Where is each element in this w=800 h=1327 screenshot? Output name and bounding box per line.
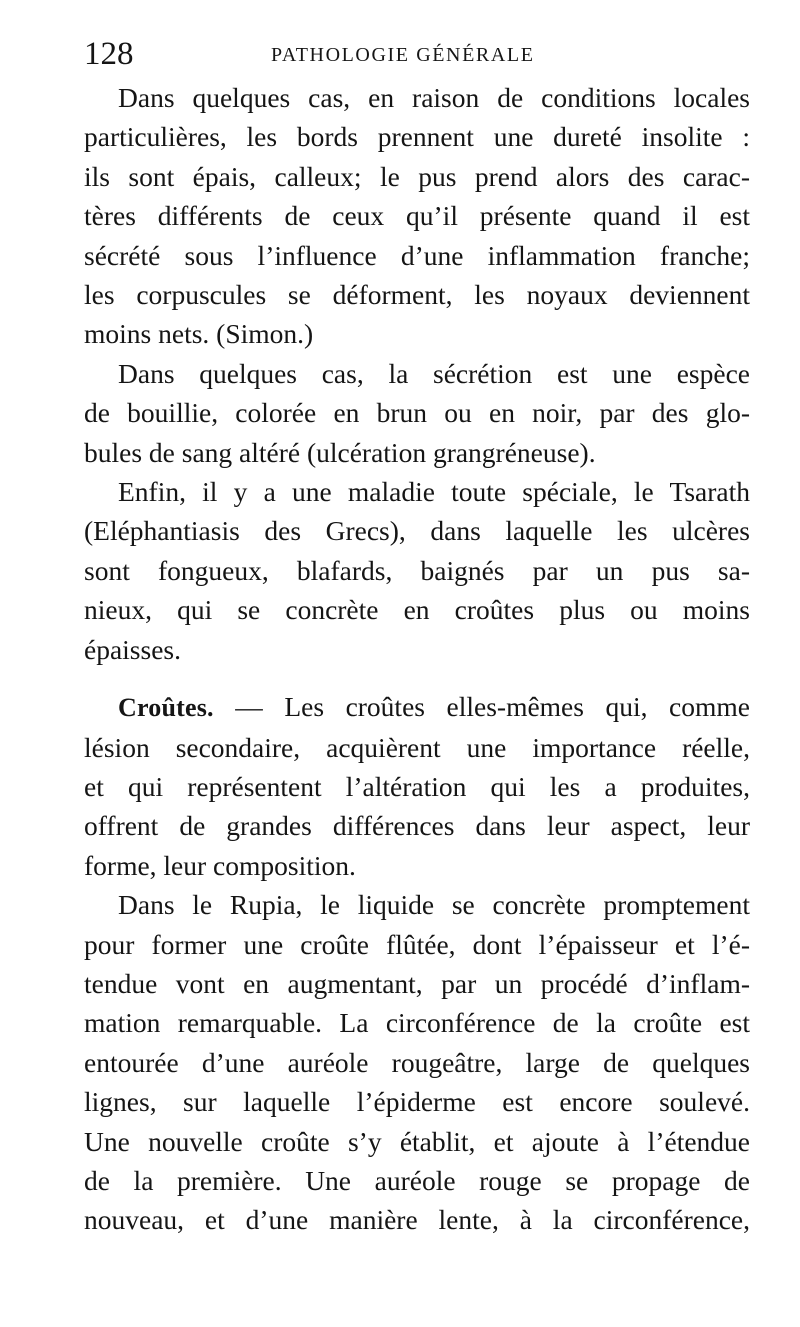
- text-line: Dans quelques cas, la sécrétion est une espèce: [118, 357, 750, 389]
- text-line: de la première. Une auréole rouge se propage de: [84, 1164, 750, 1196]
- paragraph: [84, 472, 750, 669]
- text-line: Une nouvelle croûte s’y établit, et ajoute à l’étendue: [84, 1125, 750, 1157]
- text-line: ils sont épais, calleux; le pus prend alors des carac-: [84, 160, 750, 192]
- text-line: les corpuscules se déforment, les noyaux deviennent: [84, 279, 750, 311]
- text-line: Enfin, il y a une maladie toute spéciale, le Tsarath: [118, 476, 750, 508]
- text-line: bules de sang altéré (ulcération grangréneuse).: [84, 436, 596, 468]
- text-line: nouveau, et d’une manière lente, à la circonférence,: [84, 1204, 750, 1236]
- text-line: épaisses.: [84, 633, 181, 665]
- text-line: pour former une croûte flûtée, dont l’épaisseur et l’é-: [84, 928, 750, 960]
- page-number: 128: [84, 36, 134, 72]
- text-line: sont fongueux, blafards, baignés par un pus sa-: [84, 554, 750, 586]
- text-line: particulières, les bords prennent une dureté insolite :: [84, 121, 750, 153]
- text-line: et qui représentent l’altération qui les a produites,: [84, 770, 750, 802]
- text-line: lésion secondaire, acquièrent une importance réelle,: [84, 731, 750, 763]
- text-line: (Eléphantiasis des Grecs), dans laquelle les ulcères: [84, 515, 750, 547]
- text-line: lignes, sur laquelle l’épiderme est encore soulevé.: [84, 1086, 750, 1118]
- text-line: tendue vont en augmentant, par un procédé d’inflam-: [84, 967, 750, 999]
- body-text: [84, 78, 750, 1240]
- paragraph: [84, 885, 750, 1240]
- text-line: forme, leur composition.: [84, 849, 356, 881]
- text-line: Dans quelques cas, en raison de conditions locales: [118, 82, 750, 113]
- section-spacer: [84, 669, 750, 687]
- text-line: mation remarquable. La circonférence de la croûte est: [84, 1007, 750, 1039]
- text-line: sécrété sous l’influence d’une inflammation franche;: [84, 239, 750, 271]
- text-line: entourée d’une auréole rougeâtre, large de quelques: [84, 1046, 750, 1078]
- section-croutes: [84, 687, 750, 885]
- text-line: tères différents de ceux qu’il présente quand il est: [84, 200, 750, 232]
- running-head: PATHOLOGIE GÉNÉRALE: [271, 44, 535, 66]
- section-first-line: — Les croûtes elles-mêmes qui, comme: [235, 691, 750, 723]
- text-line: Dans le Rupia, le liquide se concrète promptement: [118, 889, 750, 921]
- paragraph: [84, 78, 750, 354]
- text-line: nieux, qui se concrète en croûtes plus ou moins: [84, 594, 750, 626]
- text-line: offrent de grandes différences dans leur aspect, leur: [84, 810, 750, 842]
- paragraph: [84, 354, 750, 472]
- text-line: moins nets. (Simon.): [84, 318, 314, 350]
- page-header: [84, 34, 748, 74]
- text-line: [84, 687, 750, 727]
- text-line: de bouillie, colorée en brun ou en noir, par des glo-: [84, 397, 750, 429]
- section-title: Croûtes.: [118, 693, 214, 723]
